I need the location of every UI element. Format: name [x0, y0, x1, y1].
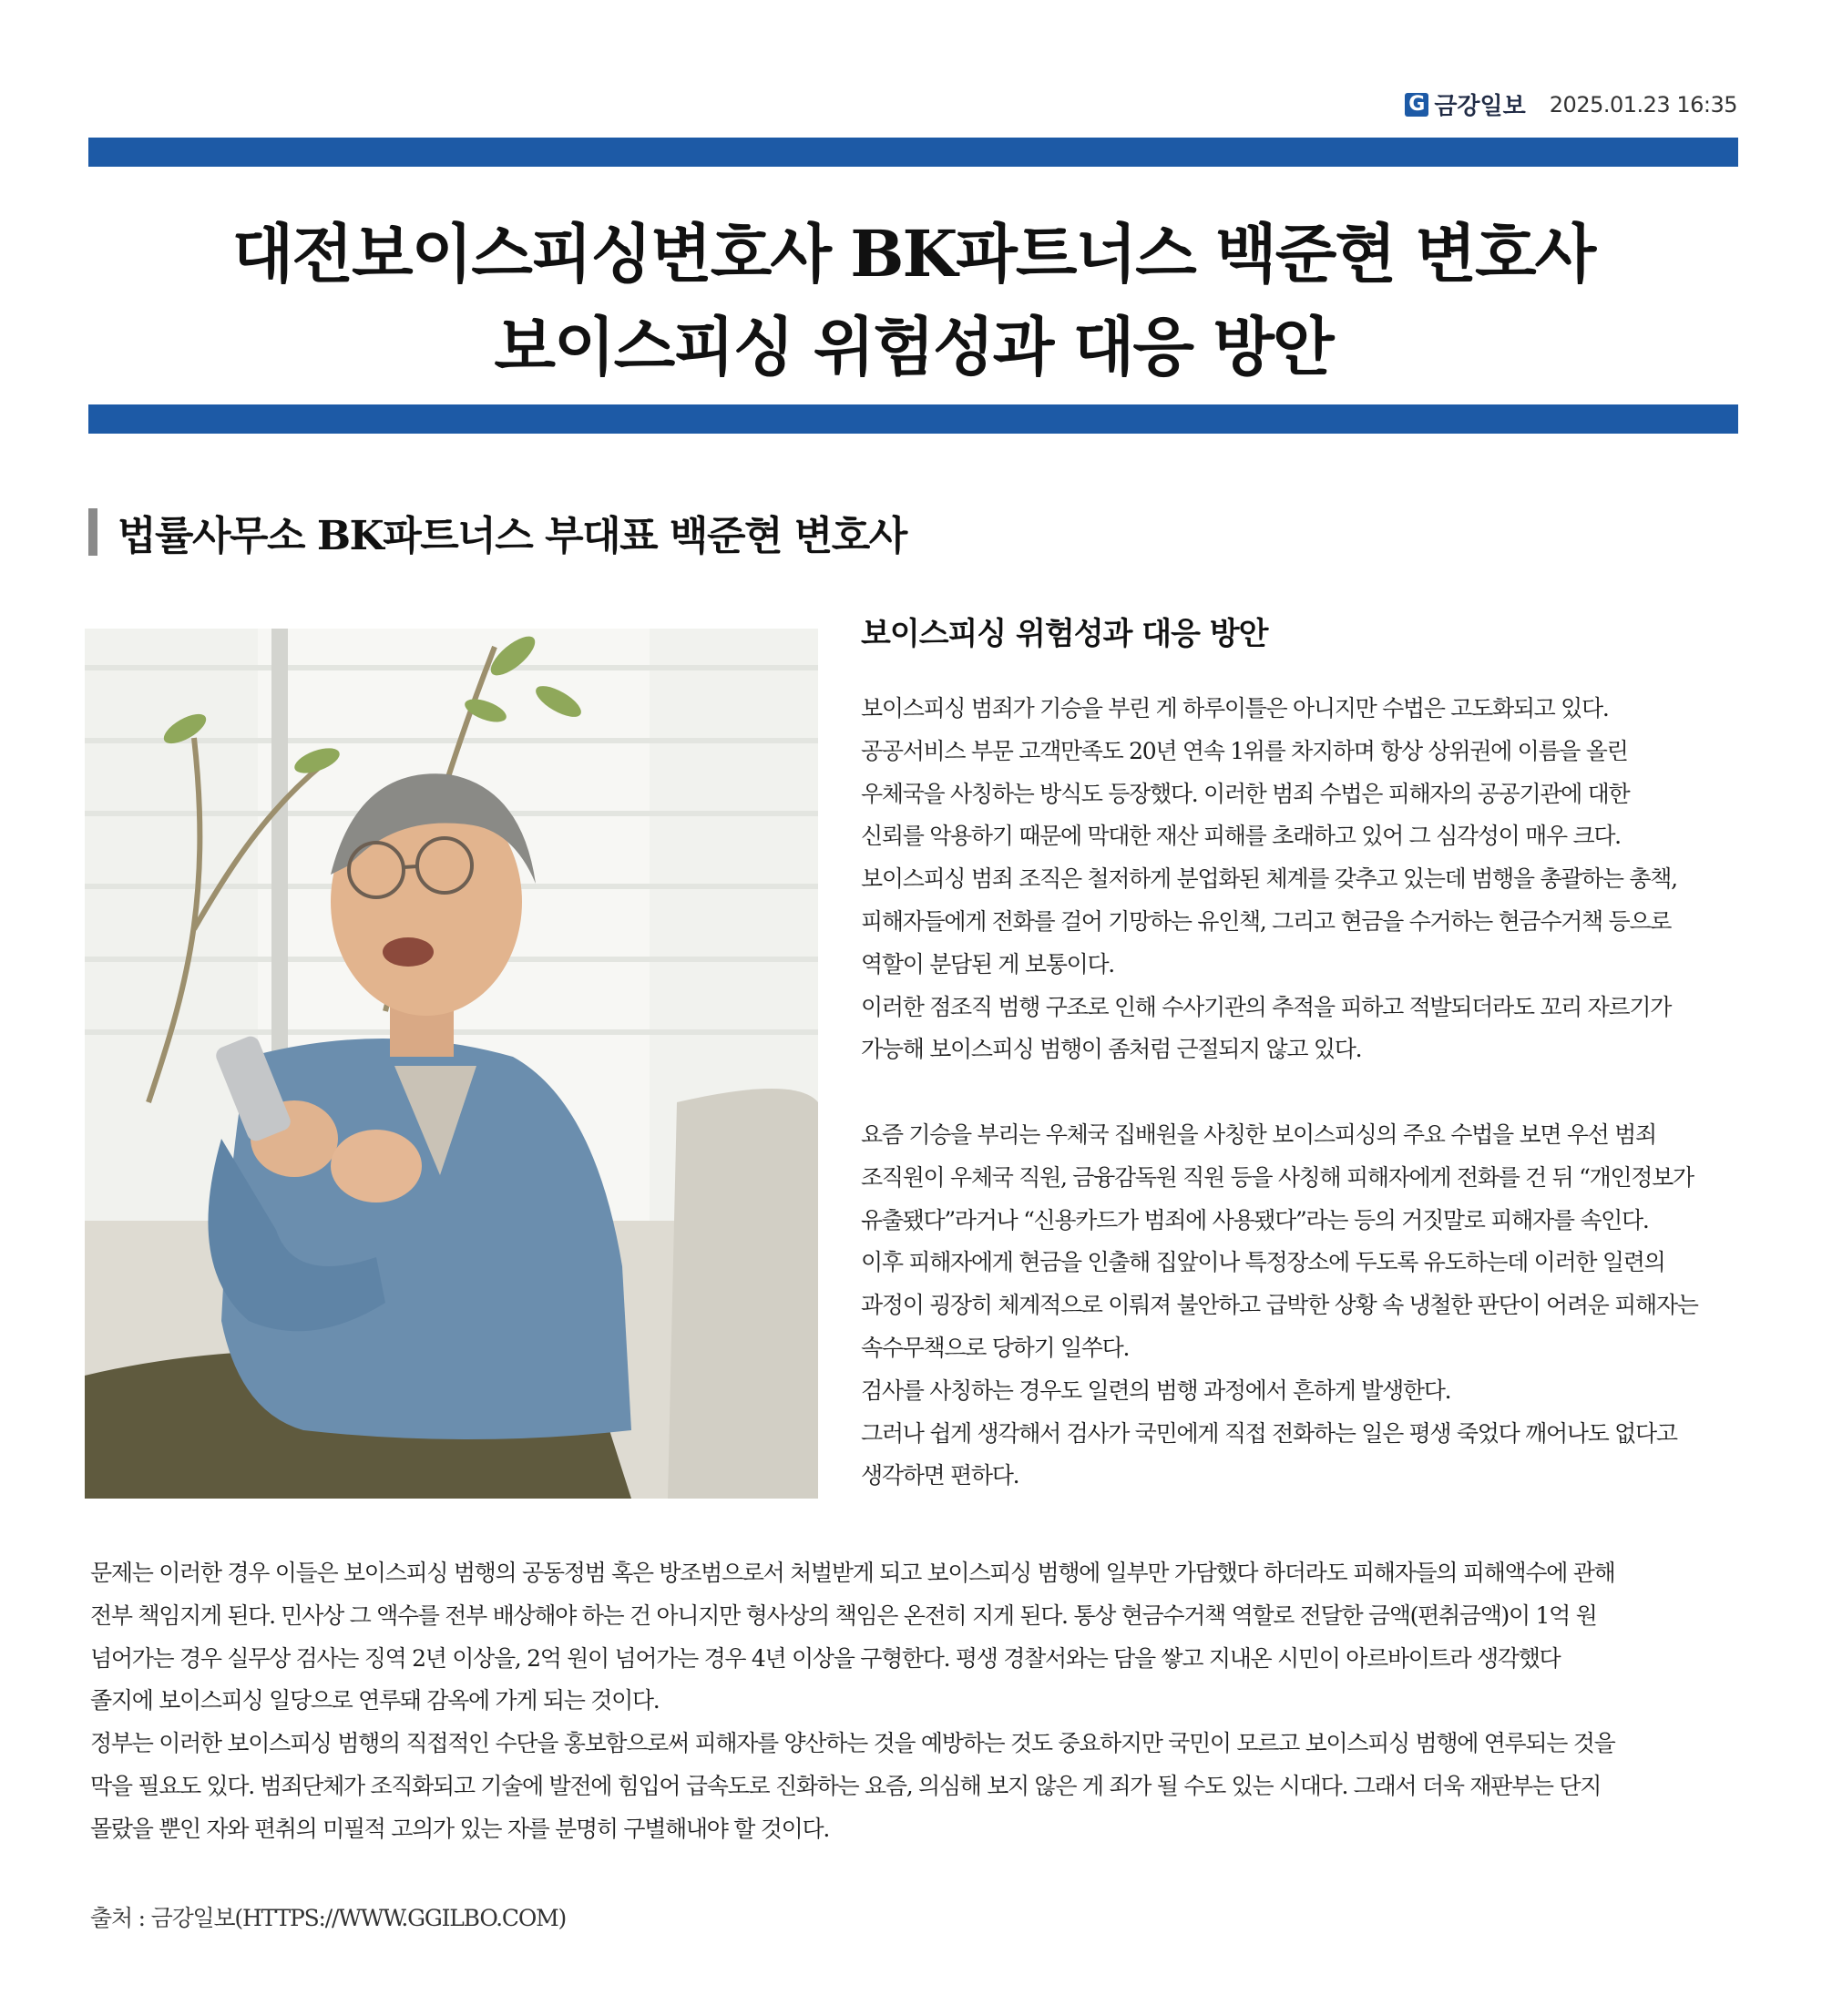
headline-top-rule: [88, 138, 1738, 167]
paragraph-line: 몰랐을 뿐인 자와 편취의 미필적 고의가 있는 자를 분명히 구별해내야 할 것이다.: [90, 1815, 829, 1842]
paragraph-line: 그러나 쉽게 생각해서 검사가 국민에게 직접 전화하는 일은 평생 죽었다 깨어나도 없다고: [861, 1419, 1677, 1447]
paragraph-line: 보이스피싱 범죄가 기승을 부린 게 하루이틀은 아니지만 수법은 고도화되고 있다.: [861, 695, 1609, 721]
paragraph-line: 가능해 보이스피싱 범행이 좀처럼 근절되지 않고 있다.: [861, 1036, 1362, 1063]
masthead: [1405, 87, 1737, 121]
publish-date: 2025.01.23 16:35: [1549, 91, 1737, 118]
headline-line-1: 대전보이스피싱변호사 BK파트너스 백준현 변호사: [231, 216, 1595, 292]
paragraph-line: 과정이 굉장히 체계적으로 이뤄져 불안하고 급박한 상황 속 냉철한 판단이 어려운 피해자는: [861, 1292, 1698, 1319]
paragraph-line: 막을 필요도 있다. 범죄단체가 조직화되고 기술에 발전에 힘입어 급속도로 진화하는 요즘, 의심해 보지 않은 게 죄가 될 수도 있는 시대다. 그래서 더욱 재판부는 단지: [90, 1772, 1602, 1799]
newspaper-logo: [1405, 87, 1525, 121]
full-width-text: [90, 1552, 1757, 1851]
headline-line-2: 보이스피싱 위험성과 대응 방안: [494, 309, 1333, 384]
right-column-text: [861, 688, 1763, 1498]
paragraph-line: 속수무책으로 당하기 일쑤다.: [861, 1334, 1130, 1361]
paragraph-line: 문제는 이러한 경우 이들은 보이스피싱 범행의 공동정범 혹은 방조범으로서 처벌받게 되고 보이스피싱 범행에 일부만 가담했다 하더라도 피해자들의 피해액수에 관해: [90, 1560, 1615, 1586]
paragraph-line: 이후 피해자에게 현금을 인출해 집앞이나 특정장소에 두도록 유도하는데 이러한 일련의: [861, 1249, 1665, 1276]
paragraph-line: 공공서비스 부문 고객만족도 20년 연속 1위를 차지하며 항상 상위권에 이름을 올린: [861, 737, 1628, 764]
article-photo: [85, 629, 818, 1499]
paragraph-line: 생각하면 편하다.: [861, 1462, 1019, 1489]
paragraph-line: 요즘 기승을 부리는 우체국 집배원을 사칭한 보이스피싱의 주요 수법을 보면 우선 범죄: [861, 1121, 1656, 1148]
paragraph-line: 유출됐다”라거나 “신용카드가 범죄에 사용됐다”라는 등의 거짓말로 피해자를 속인다.: [861, 1206, 1649, 1233]
paragraph-line: 검사를 사칭하는 경우도 일련의 범행 과정에서 흔하게 발생한다.: [861, 1376, 1451, 1404]
man-with-phone-illustration: [85, 629, 818, 1499]
headline: [88, 208, 1738, 394]
logo-text: 금강일보: [1434, 93, 1526, 120]
byline: [88, 503, 906, 561]
logo-g-icon: G: [1405, 93, 1428, 117]
paragraph-line: 보이스피싱 범죄 조직은 철저하게 분업화된 체계를 갖추고 있는데 범행을 총괄하는 총책,: [861, 865, 1677, 893]
paragraph-line: 역할이 분담된 게 보통이다.: [861, 950, 1114, 977]
paragraph-gap: [861, 1071, 1763, 1114]
paragraph-line: 졸지에 보이스피싱 일당으로 연루돼 감옥에 가게 되는 것이다.: [90, 1687, 660, 1714]
paragraph-line: 이러한 점조직 범행 구조로 인해 수사기관의 추적을 피하고 적발되더라도 꼬리 자르기가: [861, 993, 1672, 1020]
headline-bottom-rule: [88, 404, 1738, 434]
paragraph-line: 넘어가는 경우 실무상 검사는 징역 2년 이상을, 2억 원이 넘어가는 경우 4년 이상을 구형한다. 평생 경찰서와는 담을 쌓고 지내온 시민이 아르바이트라 생각했다: [90, 1644, 1561, 1672]
paragraph-line: 신뢰를 악용하기 때문에 막대한 재산 피해를 초래하고 있어 그 심각성이 매우 크다.: [861, 823, 1621, 850]
paragraph-line: 전부 책임지게 된다. 민사상 그 액수를 전부 배상해야 하는 건 아니지만 형사상의 책임은 온전히 지게 된다. 통상 현금수거책 역할로 전달한 금액(편취금액)이 1억 원: [90, 1602, 1597, 1629]
byline-text: 법률사무소 BK파트너스 부대표 백준현 변호사: [118, 513, 906, 559]
paragraph-line: 정부는 이러한 보이스피싱 범행의 직접적인 수단을 홍보함으로써 피해자를 양산하는 것을 예방하는 것도 중요하지만 국민이 모르고 보이스피싱 범행에 연루되는 것을: [90, 1730, 1615, 1757]
source-credit: 출처 : 금강일보(HTTPS://WWW.GGILBO.COM): [90, 1905, 567, 1931]
paragraph-line: 우체국을 사칭하는 방식도 등장했다. 이러한 범죄 수법은 피해자의 공공기관에 대한: [861, 780, 1630, 807]
section-subhead: 보이스피싱 위험성과 대응 방안: [861, 616, 1268, 652]
paragraph-line: 조직원이 우체국 직원, 금융감독원 직원 등을 사칭해 피해자에게 전화를 건 뒤 “개인정보가: [861, 1163, 1694, 1191]
byline-bar: [88, 508, 97, 556]
paragraph-line: 피해자들에게 전화를 걸어 기망하는 유인책, 그리고 현금을 수거하는 현금수거책 등으로: [861, 907, 1672, 935]
